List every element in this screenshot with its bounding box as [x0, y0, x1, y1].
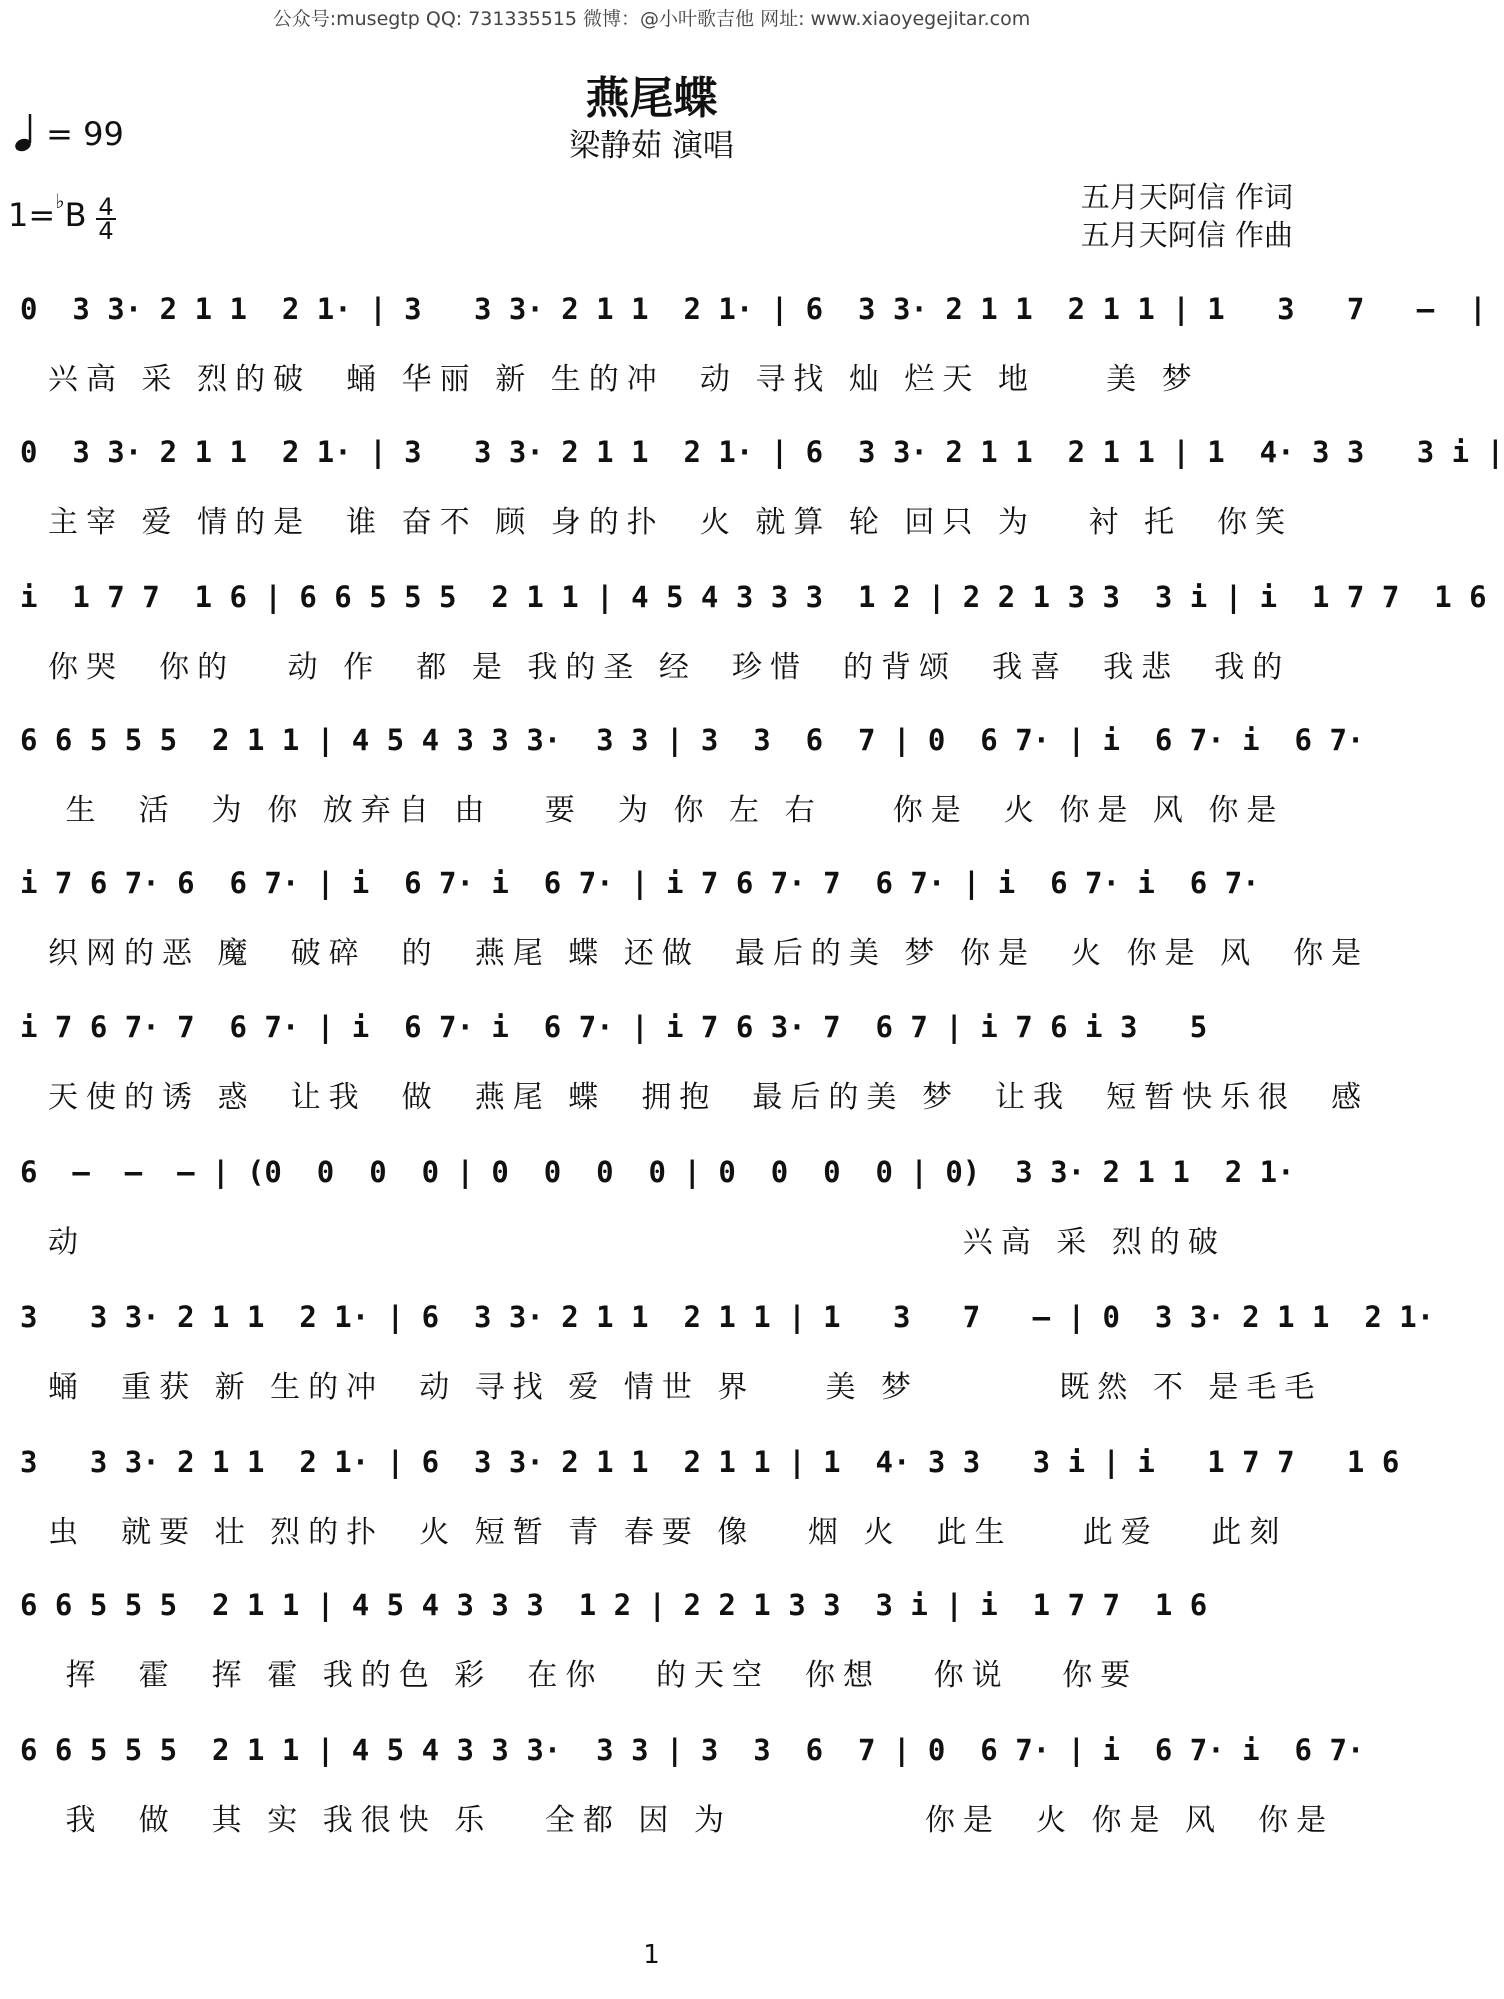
notation-line: 6 – – – | (0 0 0 0 | 0 0 0 0 | 0 0 0 0 | 0) 3 3· 2 1 1 2 1·	[20, 1155, 1295, 1189]
composer-credit: 五月天阿信 作曲	[1080, 218, 1293, 252]
score-system-5	[0, 866, 1370, 1006]
time-signature-bottom: 4	[98, 217, 114, 245]
lyrics-line: 蛹 重获 新 生的冲 动 寻找 爱 情世 界 美 梦 既然 不 是毛毛	[48, 1370, 1323, 1405]
page-number: 1	[643, 1940, 660, 1970]
score-system-1	[0, 292, 1487, 432]
notation-line: 3 3 3· 2 1 1 2 1· | 6 3 3· 2 1 1 2 1 1 | 1 4· 3 3 3 i | i 1 7 7 1 6	[20, 1445, 1400, 1479]
header-contact-line: 公众号:musegtp QQ: 731335515 微博：@小叶歌吉他 网址: www.xiaoyegejitar.com	[272, 8, 1031, 30]
notation-line: 0 3 3· 2 1 1 2 1· | 3 3 3· 2 1 1 2 1· | 6 3 3· 2 1 1 2 1 1 | 1 3 7 – |	[20, 292, 1487, 326]
notation-line: i 7 6 7· 6 6 7· | i 6 7· i 6 7· | i 7 6 7· 7 6 7· | i 6 7· i 6 7·	[20, 866, 1260, 900]
notation-line: 0 3 3· 2 1 1 2 1· | 3 3 3· 2 1 1 2 1· | 6 3 3· 2 1 1 2 1 1 | 1 4· 3 3 3 i |	[20, 435, 1504, 469]
song-title: 燕尾蝶	[585, 73, 718, 124]
time-signature	[92, 193, 120, 245]
score-system-4	[0, 723, 1365, 863]
score-system-8	[0, 1300, 1435, 1440]
lyrics-line: 我 做 其 实 我很快 乐 全都 因 为 你是 火 你是 风 你是	[48, 1803, 1335, 1838]
score-system-7	[0, 1155, 1303, 1295]
notation-line: 6 6 5 5 5 2 1 1 | 4 5 4 3 3 3 1 2 | 2 2 1 3 3 3 i | i 1 7 7 1 6	[20, 1588, 1208, 1622]
flat-sign: ♭	[55, 189, 65, 213]
lyrics-line: 生 活 为 你 放弃自 由 要 为 你 左 右 你是 火 你是 风 你是	[48, 793, 1285, 828]
time-signature-top: 4	[98, 193, 114, 221]
notation-line: i 7 6 7· 7 6 7· | i 6 7· i 6 7· | i 7 6 3· 7 6 7 | i 7 6 i 3 5	[20, 1010, 1208, 1044]
score-system-2	[0, 435, 1504, 575]
score-system-6	[0, 1010, 1370, 1150]
lyrics-line: 兴高 采 烈的破 蛹 华丽 新 生的冲 动 寻找 灿 烂天 地 美 梦	[48, 362, 1200, 397]
key-prefix: 1=	[8, 196, 56, 234]
notation-line: 6 6 5 5 5 2 1 1 | 4 5 4 3 3 3· 3 3 | 3 3 6 7 | 0 6 7· | i 6 7· i 6 7·	[20, 1733, 1365, 1767]
lyrics-line: 虫 就要 壮 烈的扑 火 短暂 青 春要 像 烟 火 此生 此爱 此刻	[48, 1515, 1288, 1550]
lyrics-line: 主宰 爱 情的是 谁 奋不 顾 身的扑 火 就算 轮 回只 为 衬 托 你笑	[48, 505, 1294, 540]
lyrics-line: 挥 霍 挥 霍 我的色 彩 在你 的天空 你想 你说 你要	[48, 1658, 1139, 1693]
lyrics-line: 动 兴高 采 烈的破	[48, 1225, 1226, 1260]
score-system-10	[0, 1588, 1303, 1728]
key-signature	[8, 189, 87, 234]
notation-line: 6 6 5 5 5 2 1 1 | 4 5 4 3 3 3· 3 3 | 3 3 6 7 | 0 6 7· | i 6 7· i 6 7·	[20, 723, 1365, 757]
score-system-9	[0, 1445, 1400, 1585]
performer-line: 梁静茹 演唱	[569, 128, 734, 164]
notation-line: i 1 7 7 1 6 | 6 6 5 5 5 2 1 1 | 4 5 4 3 3 3 1 2 | 2 2 1 3 3 3 i | i 1 7 7 1 6	[20, 580, 1487, 614]
notation-line: 3 3 3· 2 1 1 2 1· | 6 3 3· 2 1 1 2 1 1 | 1 3 7 – | 0 3 3· 2 1 1 2 1·	[20, 1300, 1435, 1334]
lyrics-line: 天使的诱 惑 让我 做 燕尾 蝶 拥抱 最后的美 梦 让我 短暂快乐很 感	[48, 1080, 1370, 1115]
lyrics-line: 你哭 你的 动 作 都 是 我的圣 经 珍惜 的背颂 我喜 我悲 我的	[48, 650, 1291, 685]
lyrics-line: 织网的恶 魔 破碎 的 燕尾 蝶 还做 最后的美 梦 你是 火 你是 风 你是	[48, 936, 1370, 971]
key-note: B	[64, 196, 87, 234]
lyricist-credit: 五月天阿信 作词	[1080, 180, 1293, 214]
tempo-value: = 99	[46, 115, 124, 153]
credits	[1081, 178, 1293, 254]
score-system-3	[0, 580, 1487, 720]
score-system-11	[0, 1733, 1365, 1873]
